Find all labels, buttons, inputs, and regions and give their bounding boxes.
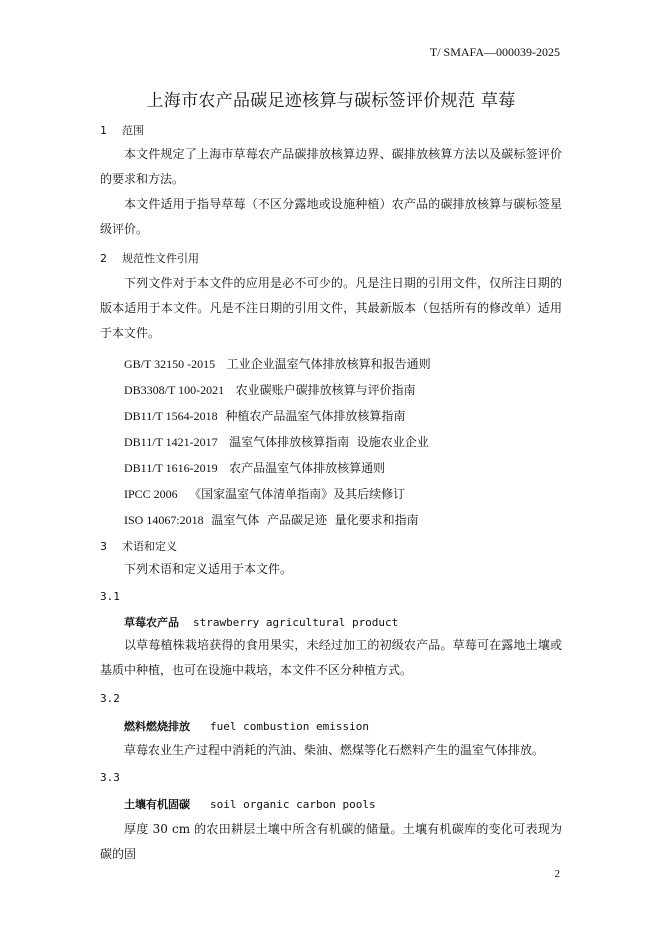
section-number: 1 bbox=[100, 124, 107, 137]
term-entry bbox=[124, 718, 369, 734]
reference-title: 种植农产品温室气体排放核算指南 bbox=[225, 409, 406, 423]
term-chinese: 草莓农产品 bbox=[124, 616, 179, 629]
reference-title: 工业企业温室气体排放核算和报告通则 bbox=[226, 357, 431, 371]
scope-paragraph-1: 本文件规定了上海市草莓农产品碳排放核算边界、碳排放核算方法以及碳标签评价的要求和方法。 bbox=[100, 147, 562, 186]
reference-title: 《国家温室气体清单指南》及其后续修订 bbox=[189, 487, 406, 501]
document-code: T/ SMAFA—000039-2025 bbox=[429, 45, 560, 59]
reference-title: 温室气体排放核算指南 设施农业企业 bbox=[229, 435, 429, 449]
section-heading-references bbox=[100, 250, 199, 266]
term-number: 3.1 bbox=[100, 590, 120, 603]
section-number: 2 bbox=[100, 252, 107, 265]
term-entry bbox=[124, 796, 376, 812]
terms-intro-paragraph: 下列术语和定义适用于本文件。 bbox=[124, 562, 293, 576]
term-definition: 厚度 30 cm 的农田耕层土壤中所含有机碳的储量。土壤有机碳库的变化可表现为碳的固 bbox=[100, 822, 562, 861]
reference-item bbox=[124, 459, 385, 476]
reference-item bbox=[124, 511, 419, 528]
reference-title: 农产品温室气体排放核算通则 bbox=[229, 461, 386, 475]
reference-item bbox=[124, 355, 431, 372]
reference-item bbox=[124, 407, 405, 424]
term-entry bbox=[124, 614, 398, 630]
term-number: 3.3 bbox=[100, 771, 120, 784]
reference-code: ISO 14067:2018 bbox=[124, 513, 204, 527]
section-heading-scope bbox=[100, 122, 144, 138]
term-english: fuel combustion emission bbox=[210, 720, 369, 733]
reference-item bbox=[124, 433, 429, 450]
term-number: 3.2 bbox=[100, 692, 120, 705]
page-number: 2 bbox=[554, 868, 560, 880]
reference-code: DB11/T 1421-2017 bbox=[124, 435, 218, 449]
term-chinese: 土壤有机固碳 bbox=[124, 798, 190, 811]
section-title: 规范性文件引用 bbox=[122, 252, 199, 265]
term-definition: 以草莓植株栽培获得的食用果实，未经过加工的初级农产品。草莓可在露地土壤或基质中种植，也可在设施中栽培，本文件不区分种植方式。 bbox=[100, 638, 562, 677]
reference-item bbox=[124, 485, 405, 502]
reference-code: DB11/T 1616-2019 bbox=[124, 461, 218, 475]
term-english: strawberry agricultural product bbox=[193, 616, 399, 629]
reference-title: 温室气体 产品碳足迹 量化要求和指南 bbox=[211, 513, 419, 527]
reference-code: IPCC 2006 bbox=[124, 487, 178, 501]
reference-code: DB11/T 1564-2018 bbox=[124, 409, 218, 423]
term-english: soil organic carbon pools bbox=[210, 798, 376, 811]
references-intro-paragraph: 下列文件对于本文件的应用是必不可少的。凡是注日期的引用文件，仅所注日期的版本适用于本文件。凡是不注日期的引用文件，其最新版本（包括所有的修改单）适用于本文件。 bbox=[100, 276, 562, 340]
reference-code: DB3308/T 100-2021 bbox=[124, 383, 225, 397]
term-chinese: 燃料燃烧排放 bbox=[124, 720, 190, 733]
reference-title: 农业碳账户碳排放核算与评价指南 bbox=[235, 383, 416, 397]
scope-paragraph-2: 本文件适用于指导草莓（不区分露地或设施种植）农产品的碳排放核算与碳标签星级评价。 bbox=[100, 197, 562, 236]
section-title: 术语和定义 bbox=[122, 540, 177, 553]
section-title: 范围 bbox=[122, 124, 144, 137]
term-definition: 草莓农业生产过程中消耗的汽油、柴油、燃煤等化石燃料产生的温室气体排放。 bbox=[124, 743, 545, 757]
reference-item bbox=[124, 381, 416, 398]
document-title: 上海市农产品碳足迹核算与碳标签评价规范 草莓 bbox=[146, 91, 516, 111]
section-number: 3 bbox=[100, 540, 107, 553]
reference-code: GB/T 32150 -2015 bbox=[124, 357, 216, 371]
section-heading-terms bbox=[100, 538, 177, 554]
